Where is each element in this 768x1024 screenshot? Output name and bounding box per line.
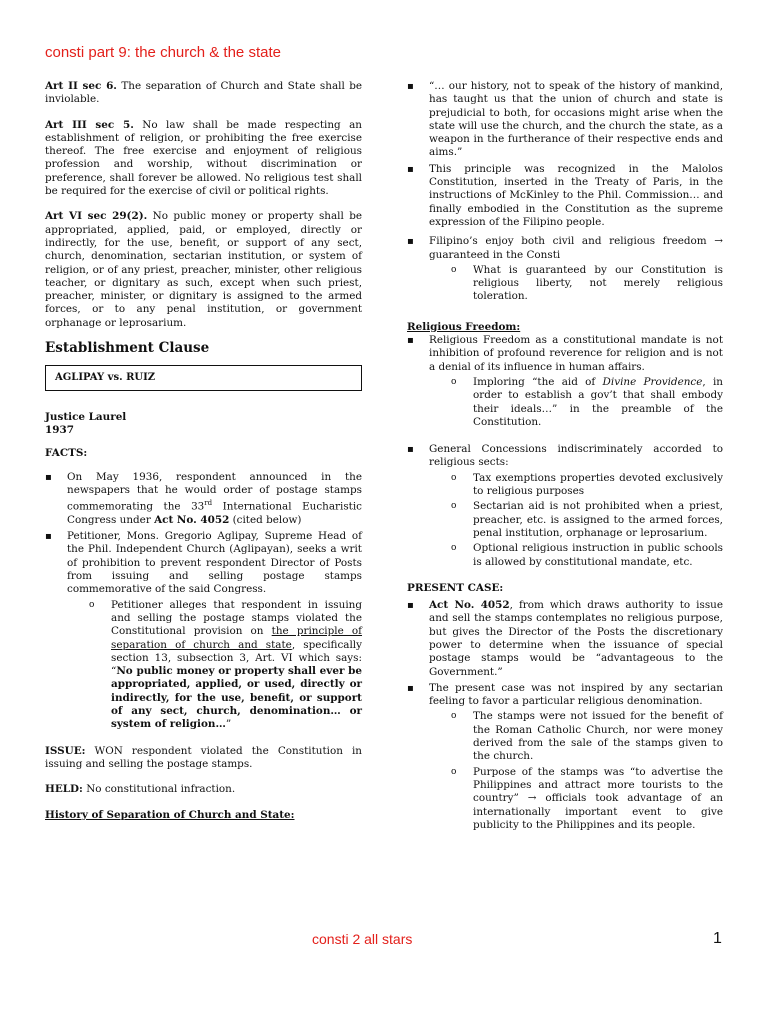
list-item: ▪ On May 1936, respondent announced in the newspapers that he would order of postage stamps commemorating the 33rd International Eucharistic Congress under Act No. 4052 (cited below) <box>45 471 362 528</box>
list-item: ▪ Filipino’s enjoy both civil and religious freedom → guaranteed in the Consti o What is guaranteed by our Constitution is religious liberty, not merely religious toleration. <box>407 235 723 303</box>
sub-list-item: o Optional religious instruction in public schools is allowed by constitutional mandate, etc. <box>451 542 723 569</box>
sub-list-item: o What is guaranteed by our Constitution is religious liberty, not merely religious toleration. <box>451 264 723 304</box>
art6-provision: Art VI sec 29(2). No public money or property shall be appropriated, applied, paid, or employed, directly or indirectly, for the use, benefit, or support of any sect, church, denomination, sectarian institution, or system of religion, or of any priest, preacher, minister, other religious teacher, or dignitary as such, except when such priest, preacher, minister, or dignitary is assigned to the armed forces, or to any penal institution, or government orphanage or leprosarium. <box>45 210 362 329</box>
list-item: ▪ “… our history, not to speak of the history of mankind, has taught us that the union of church and state is prejudicial to both, for occasions might arise when the state will use the church, and the church the state, as a weapon in the furtherance of their respective ends and aims.” <box>407 80 723 160</box>
justice-name: Justice Laurel <box>45 410 127 423</box>
facts-label: FACTS: <box>45 447 88 460</box>
present-case-list <box>407 599 723 832</box>
justice-info <box>45 411 362 438</box>
sub-list <box>67 599 362 732</box>
case-year: 1937 <box>45 423 74 436</box>
sub-list-item: o Petitioner alleges that respondent in issuing and selling the postage stamps violated the Constitutional provision on the principle of separation of church and state, specifically section 13, subsection 3, Art. VI which says: “No public money or property shall ever be appropriated, applied, or used, directly or indirectly, for the use, benefit, or support of any sect, church, denomination… or system of religion…” <box>89 599 362 732</box>
list-item: ▪ Act No. 4052, from which draws authority to issue and sell the stamps contemplates no religious purpose, but gives the Director of the Posts the discretionary power to determine when the issuance of special postage stamps would be “advantageous to the Government.” <box>407 599 723 679</box>
right-column <box>407 80 723 835</box>
case-title-box: AGLIPAY vs. RUIZ <box>45 365 362 390</box>
sub-list <box>429 376 723 429</box>
list-item: ▪ Religious Freedom as a constitutional mandate is not inhibition of profound reverence for religion and is not a denial of its influence in human affairs. o Imploring “the aid of Divine Providence, in order to establish a gov’t that shall embody their ideals…” in the preamble of the Constitution. <box>407 334 723 429</box>
sub-list <box>429 472 723 569</box>
religious-freedom-heading: Religious Freedom: <box>407 320 521 333</box>
list-item: ▪ Petitioner, Mons. Gregorio Aglipay, Supreme Head of the Phil. Independent Church (Aglipayan), seeks a writ of prohibition to prevent respondent Director of Posts from issuing and selling postage stamps commemorative of the said Congress. o Petitioner alleges that respondent in issuing and selling the postage stamps violated the Constitutional provision on the principle of separation of church and state, specifically section 13, subsection 3, Art. VI which says: “No public money or property shall ever be appropriated, applied, or used, directly or indirectly, for the use, benefit, or support of any sect, church, denomination… or system of religion…” <box>45 530 362 731</box>
facts-list <box>45 471 362 732</box>
sub-list <box>429 264 723 304</box>
document-footer: consti 2 all stars <box>312 931 413 947</box>
list-item: ▪ General Concessions indiscriminately accorded to religious sects: o Tax exemptions properties devoted exclusively to religious purposes o Sectarian aid is not prohibited when a priest, preacher, etc. is assigned to the armed forces, penal institution, orphanage or leprosarium. o Optional religious instruction in public schools is allowed by constitutional mandate, etc. <box>407 443 723 569</box>
art6-ref: Art VI sec 29(2). <box>45 210 148 223</box>
section-heading: Establishment Clause <box>45 340 210 357</box>
present-case-label: PRESENT CASE: <box>407 581 504 594</box>
art2-provision: Art II sec 6. The separation of Church and State shall be inviolable. <box>45 80 363 106</box>
sub-list <box>429 710 723 832</box>
sub-list-item: o Sectarian aid is not prohibited when a priest, preacher, etc. is assigned to the armed forces, penal institution, orphanage or leprosarium. <box>451 500 723 540</box>
sub-list-item: o The stamps were not issued for the benefit of the Roman Catholic Church, nor were money derived from the sale of the stamps given to the church. <box>451 710 723 763</box>
sub-list-item: o Tax exemptions properties devoted exclusively to religious purposes <box>451 472 723 499</box>
religious-freedom-list <box>407 334 723 569</box>
document-header: consti part 9: the church & the state <box>45 44 281 61</box>
held-paragraph: HELD: No constitutional infraction. <box>45 783 236 796</box>
sub-list-item: o Purpose of the stamps was “to advertise the Philippines and attract more tourists to the country” → officials took advantage of an internationally important event to give publicity to the Philippines and its people. <box>451 766 723 832</box>
art3-provision: Art III sec 5. No law shall be made respecting an establishment of religion, or prohibiting the free exercise thereof. The free exercise and enjoyment of religious profession and worship, without discrimination or preference, shall forever be allowed. No religious test shall be required for the exercise of civil or political rights. <box>45 118 362 198</box>
list-item: ▪ This principle was recognized in the Malolos Constitution, inserted in the Treaty of Paris, in the instructions of McKinley to the Phil. Commission… and finally embodied in the Constitution as the supreme expression of the Filipino people. <box>407 163 723 229</box>
art2-ref: Art II sec 6. <box>45 80 117 92</box>
list-item: ▪ The present case was not inspired by any sectarian feeling to favor a particular religious denomination. o The stamps were not issued for the benefit of the Roman Catholic Church, nor were money derived from the sale of the stamps given to the church. o Purpose of the stamps was “to advertise the Philippines and attract more tourists to the country” → officials took advantage of an internationally important event to give publicity to the Philippines and its people. <box>407 682 723 832</box>
left-column <box>45 80 362 822</box>
history-heading: History of Separation of Church and State: <box>45 808 295 821</box>
sub-list-item: o Imploring “the aid of Divine Providence, in order to establish a gov’t that shall embody their ideals…” in the preamble of the Constitution. <box>451 376 723 429</box>
art3-ref: Art III sec 5. <box>45 118 134 131</box>
issue-paragraph: ISSUE: WON respondent violated the Constitution in issuing and selling the postage stamps. <box>45 744 362 770</box>
history-list <box>407 80 723 304</box>
page-number: 1 <box>713 930 722 947</box>
